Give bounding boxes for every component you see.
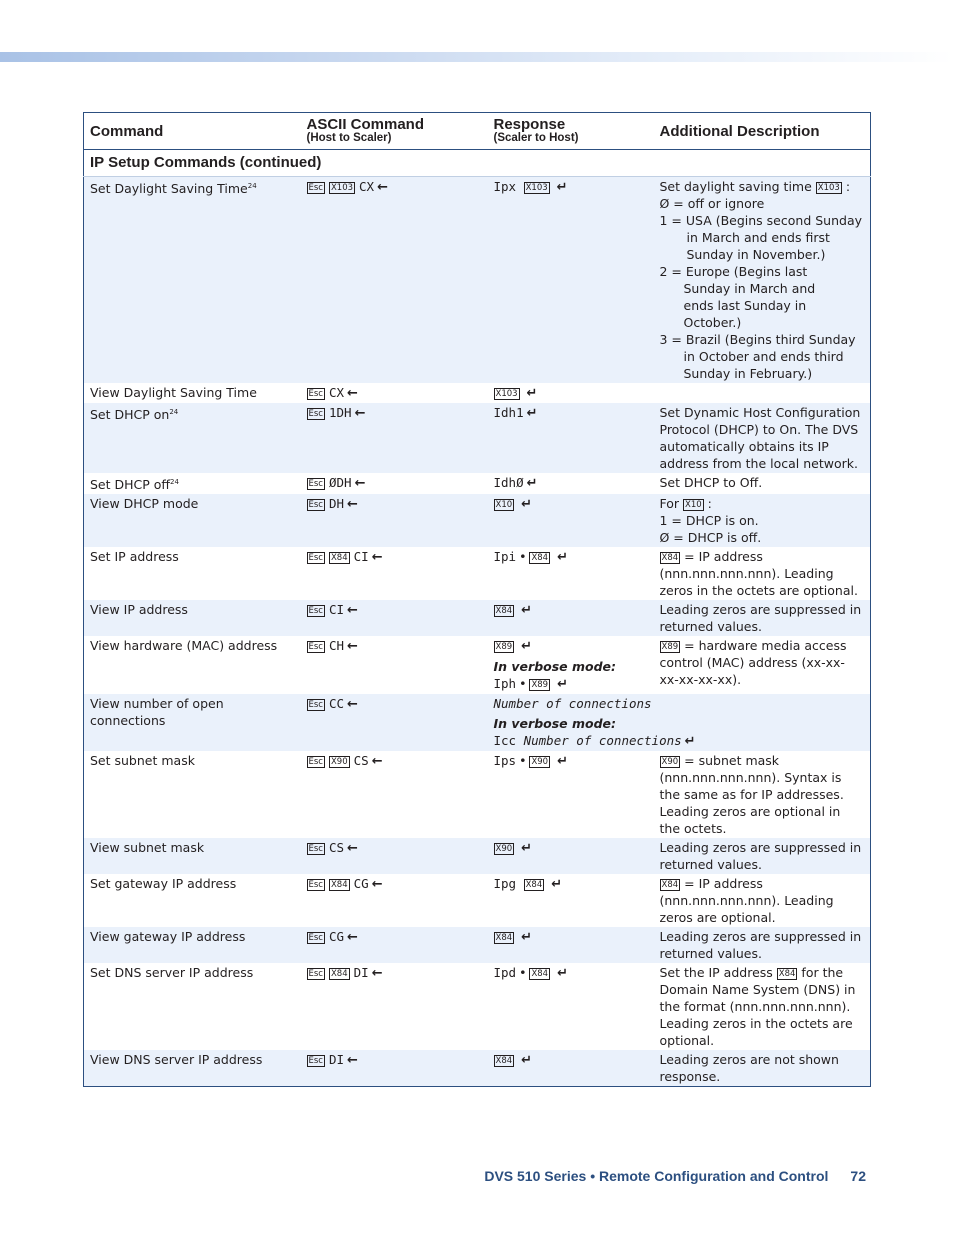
table-row	[84, 494, 871, 547]
description-cell: Set Dynamic Host Configuration Protocol (DHCP) to On. The DVS automatically obtains its IP address from the local network.	[654, 403, 871, 473]
response-cell: Ipi • X84 ↵	[493, 549, 568, 566]
response-cell: Ipg X84 ↵	[493, 876, 563, 893]
return-icon: ↵	[557, 550, 568, 566]
return-icon: ↵	[521, 497, 533, 513]
response-cell: Ipd • X84 ↵	[493, 965, 568, 982]
response-cell: X90 ↵	[488, 838, 654, 874]
command-cell: View number of open connections	[84, 694, 301, 751]
enter-icon: ←	[347, 1053, 358, 1069]
enter-icon: ←	[371, 877, 383, 893]
table-row	[84, 838, 871, 874]
verbose-label: In verbose mode:	[493, 659, 617, 675]
esc-key: Esc	[308, 183, 323, 193]
command-cell: View gateway IP address	[84, 927, 301, 963]
enter-icon: ←	[354, 406, 366, 421]
enter-icon: ←	[371, 550, 383, 566]
command-cell: Set Daylight Saving Time$^{24}$	[84, 177, 301, 384]
enter-icon: ←	[347, 497, 358, 513]
description-cell: Leading zeros are suppressed in returned values.	[654, 600, 871, 636]
page-number: 72	[850, 1168, 866, 1184]
table-row	[84, 874, 871, 927]
command-cell: View subnet mask	[84, 838, 301, 874]
x103-key: X103	[525, 183, 548, 193]
description-cell	[654, 383, 871, 403]
ascii-cell: Esc CI ←	[301, 600, 488, 636]
description-cell: For X10 : 1 = DHCP is on. Ø = DHCP is off.	[654, 494, 871, 547]
response-cell: Number of connections In verbose mode: Icc Number of connections ↵	[488, 694, 871, 751]
enter-icon: ←	[371, 754, 383, 770]
response-cell: Ips • X90 ↵	[493, 753, 568, 770]
header-response: Response (Scaler to Host)	[488, 113, 654, 150]
table-row	[84, 177, 871, 384]
return-icon: ↵	[551, 877, 563, 893]
ascii-cell: Esc DI ←	[301, 1050, 488, 1087]
enter-icon: ←	[347, 930, 358, 946]
footer-title: DVS 510 Series • Remote Configuration and Control	[484, 1168, 829, 1184]
description-cell: X84 = IP address (nnn.nnn.nnn.nnn). Leading zeros in the octets are optional.	[659, 549, 858, 599]
enter-icon: ←	[371, 966, 383, 982]
command-cell: View DHCP mode	[84, 494, 301, 547]
enter-icon: ←	[347, 603, 358, 619]
table-header-row	[84, 113, 871, 150]
section-title: IP Setup Commands (continued)	[84, 150, 871, 177]
command-table	[83, 112, 871, 1087]
table-row	[84, 403, 871, 473]
command-cell: Set DHCP off$^{24}$	[90, 477, 179, 493]
return-icon: ↵	[521, 1053, 533, 1069]
ascii-cell: Esc X84 CG ←	[308, 876, 383, 893]
description-cell: Set daylight saving time X103 : Ø = off or ignore 1 = USA (Begins second Sunday in March and ends first Sunday in November.) 2 = Europe (Begins last Sunday in March and ends last Sunday in October.) 3 = Brazil (Begins third Sunday in October and ends third Sunday in February.)	[654, 177, 871, 384]
table-row	[84, 927, 871, 963]
command-cell: View Daylight Saving Time	[90, 385, 257, 400]
verbose-label: In verbose mode:	[493, 716, 617, 732]
x103-key: X103	[330, 183, 354, 193]
command-cell: View DNS server IP address	[84, 1050, 301, 1087]
return-icon: ↵	[526, 476, 538, 491]
command-cell: View IP address	[84, 600, 301, 636]
description-cell: Set the IP address X84 for the Domain Name System (DNS) in the format (nnn.nnn.nnn.nnn). Leading zeros in the octets are optional.	[659, 965, 856, 1049]
ascii-cell: Esc X84 CI ←	[308, 549, 383, 566]
return-icon: ↵	[556, 180, 568, 195]
description-cell: Leading zeros are suppressed in returned values.	[654, 838, 871, 874]
description-cell: Leading zeros are suppressed in returned values.	[654, 927, 871, 963]
enter-icon: ←	[347, 841, 358, 857]
return-icon: ↵	[521, 841, 533, 857]
response-cell: X84 ↵	[488, 927, 654, 963]
response-cell: IdhØ ↵	[493, 475, 538, 491]
return-icon: ↵	[521, 603, 533, 619]
page-header-bar	[0, 52, 954, 62]
description-cell: X89 = hardware media access control (MAC) address (xx-xx-xx-xx-xx-xx).	[659, 638, 847, 688]
return-icon: ↵	[526, 406, 538, 421]
return-icon: ↵	[526, 386, 538, 401]
ascii-cell: Esc CS ←	[301, 838, 488, 874]
table-row	[84, 636, 871, 694]
ascii-cell: Esc CG ←	[301, 927, 488, 963]
enter-icon: ←	[347, 639, 358, 655]
response-cell: Idh1 ↵	[488, 403, 654, 473]
enter-icon: ←	[377, 180, 388, 195]
response-cell: X10 ↵	[488, 494, 654, 547]
command-cell: Set IP address	[90, 549, 179, 565]
description-cell: X90 = subnet mask (nnn.nnn.nnn.nnn). Syntax is the same as for IP addresses. Leading zeros are optional in the octets.	[659, 753, 844, 837]
response-cell: X89 ↵ In verbose mode: Iph • X89 ↵	[488, 636, 654, 694]
ascii-cell: Esc CH ←	[308, 638, 358, 655]
response-cell: X84 ↵	[488, 600, 654, 636]
table-row	[84, 694, 871, 751]
ascii-cell: Esc CC ←	[301, 694, 488, 751]
ascii-cell: Esc X103 CX ←	[301, 177, 488, 384]
return-icon: ↵	[684, 734, 696, 750]
description-cell: Set DHCP to Off.	[659, 475, 763, 490]
response-cell: X103 ↵	[495, 386, 538, 401]
table-row	[84, 751, 871, 838]
header-command: Command	[84, 113, 301, 150]
section-row	[84, 150, 871, 177]
ascii-cell: Esc 1DH ←	[301, 403, 488, 473]
table-row	[84, 600, 871, 636]
command-cell: Set DNS server IP address	[90, 965, 254, 981]
table-row	[84, 1050, 871, 1087]
description-cell: Leading zeros are not shown response.	[654, 1050, 871, 1087]
enter-icon: ←	[347, 697, 358, 713]
return-icon: ↵	[521, 639, 533, 655]
table-row	[84, 963, 871, 1050]
ascii-cell: Esc ØDH ←	[308, 475, 366, 491]
enter-icon: ←	[354, 476, 366, 491]
command-cell: View hardware (MAC) address	[90, 638, 278, 654]
ascii-cell: Esc DH ←	[301, 494, 488, 547]
header-ascii: ASCII Command (Host to Scaler)	[301, 113, 488, 150]
return-icon: ↵	[521, 930, 533, 946]
page-footer	[484, 1168, 866, 1184]
return-icon: ↵	[557, 677, 568, 693]
table-row	[84, 383, 871, 403]
command-cell: Set gateway IP address	[90, 876, 237, 892]
table-row	[84, 473, 871, 494]
command-cell: Set DHCP $on^{24}$	[84, 403, 301, 473]
description-cell: X84 = IP address (nnn.nnn.nnn.nnn). Leading zeros are optional.	[659, 876, 834, 926]
table-row	[84, 547, 871, 600]
command-cell: Set subnet mask	[90, 753, 195, 769]
response-cell: X84 ↵	[488, 1050, 654, 1087]
header-description: Additional Description	[654, 113, 871, 150]
return-icon: ↵	[557, 966, 568, 982]
response-cell: Ipx X103 ↵	[488, 177, 654, 384]
return-icon: ↵	[557, 754, 568, 770]
ascii-cell: Esc X84 DI ←	[308, 965, 383, 982]
ascii-cell: Esc X90 CS ←	[308, 753, 383, 770]
enter-icon: ←	[347, 386, 358, 401]
ascii-cell: Esc CX ←	[308, 385, 358, 401]
